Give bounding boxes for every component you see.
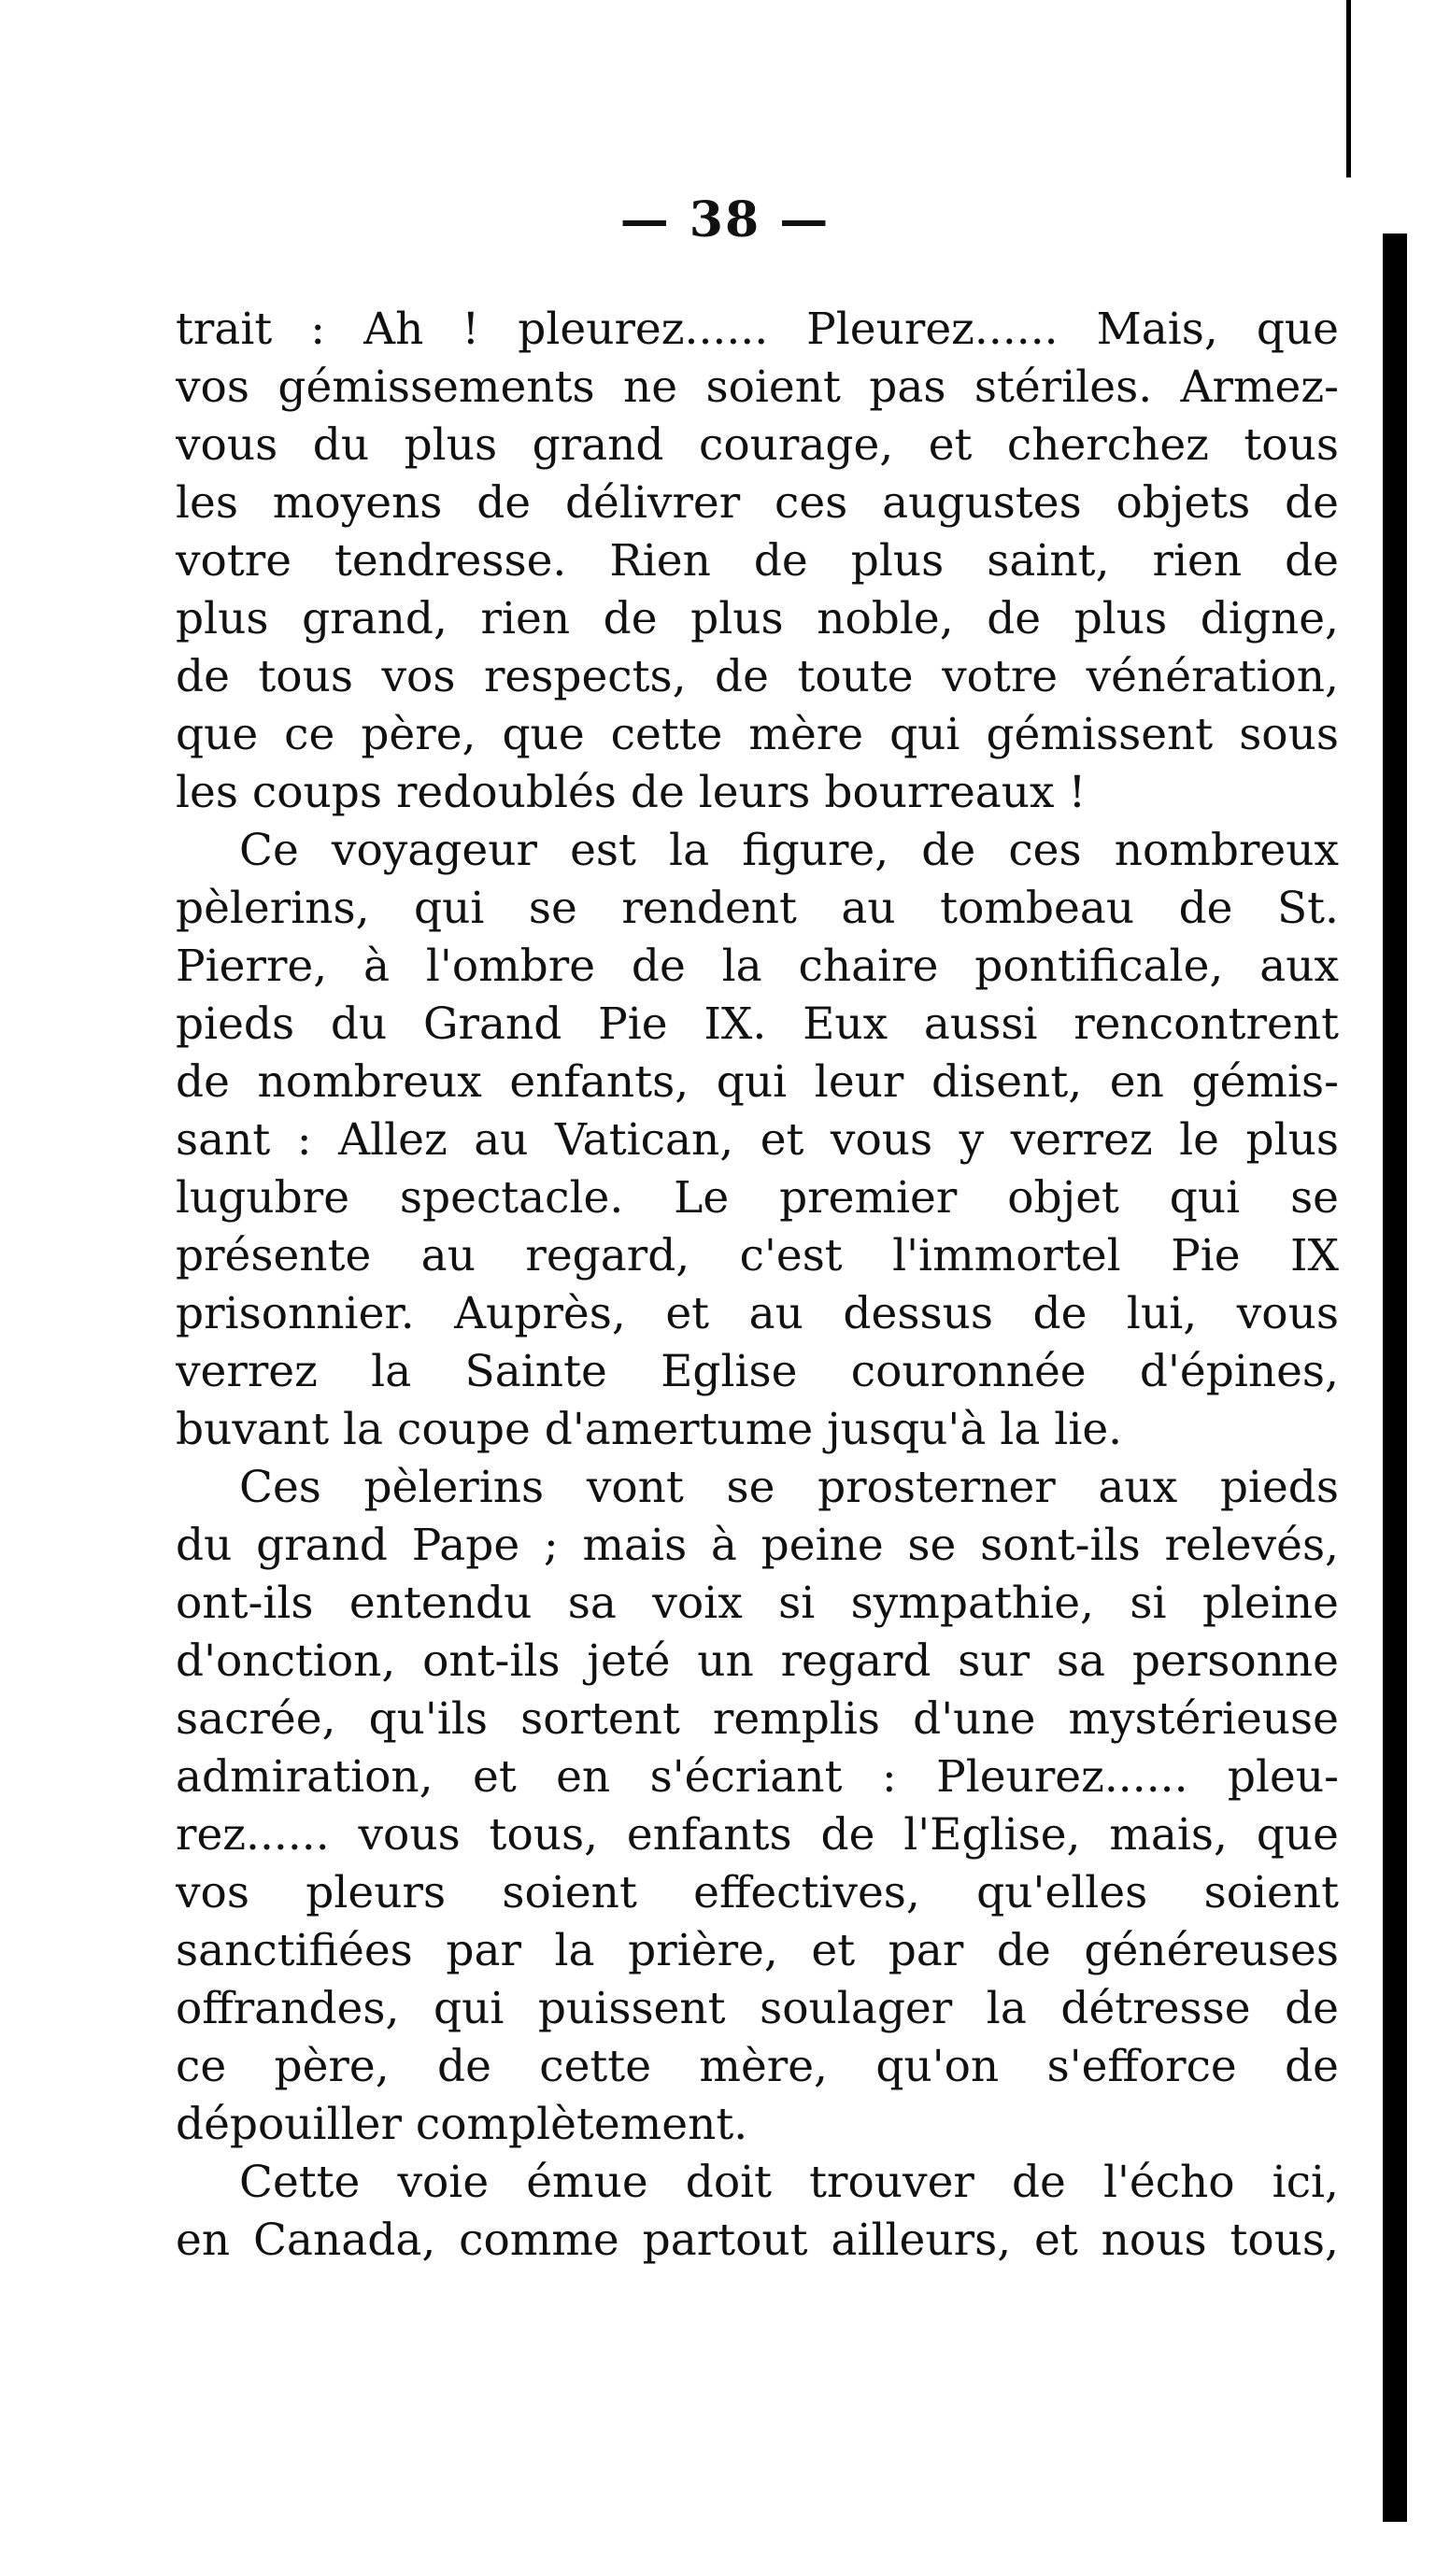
text-line: Cette voie émue doit trouver de l'écho ici, (239, 2157, 1339, 2208)
text-line: dépouiller complètement. (176, 2099, 748, 2150)
text-line: sanctifiées par la prière, et par de généreuses (176, 1925, 1339, 1976)
page-number: — 38 — (619, 191, 831, 248)
text-line: Ce voyageur est la figure, de ces nombreux (239, 825, 1339, 876)
text-line: pèlerins, qui se rendent au tombeau de St. (176, 883, 1339, 934)
text-line: les moyens de délivrer ces augustes objets de (176, 477, 1339, 529)
body-text (176, 301, 1339, 2270)
text-line: que ce père, que cette mère qui gémissent sous (176, 709, 1339, 760)
text-line: vous du plus grand courage, et cherchez tous (176, 419, 1339, 471)
page-edge-line-top (1346, 0, 1351, 177)
text-line: votre tendresse. Rien de plus saint, rien de (176, 535, 1339, 587)
text-line: admiration, et en s'écriant : Pleurez...... pleu- (176, 1751, 1339, 1803)
text-line: offrandes, qui puissent soulager la détresse de (176, 1983, 1339, 2034)
text-line: de tous vos respects, de toute votre vénération, (176, 651, 1339, 702)
text-line: vos gémissements ne soient pas stériles. Armez- (176, 361, 1339, 413)
text-line: vos pleurs soient effectives, qu'elles soient (176, 1867, 1339, 1918)
text-line: du grand Pape ; mais à peine se sont-ils relevés, (176, 1520, 1339, 1571)
text-line: sacrée, qu'ils sortent remplis d'une mystérieuse (176, 1693, 1339, 1745)
page-edge-shadow (1383, 234, 1407, 2522)
text-line: trait : Ah ! pleurez...... Pleurez...... Mais, que (176, 304, 1339, 355)
text-line: présente au regard, c'est l'immortel Pie IX (176, 1230, 1339, 1281)
text-line: Ces pèlerins vont se prosterner aux pieds (239, 1462, 1339, 1513)
text-line: les coups redoublés de leurs bourreaux ! (176, 767, 1087, 818)
text-line: prisonnier. Auprès, et au dessus de lui, vous (176, 1288, 1339, 1339)
text-line: rez...... vous tous, enfants de l'Eglise, mais, que (176, 1809, 1339, 1861)
text-line: ont-ils entendu sa voix si sympathie, si pleine (176, 1578, 1339, 1629)
text-line: plus grand, rien de plus noble, de plus digne, (176, 593, 1339, 644)
text-line: verrez la Sainte Eglise couronnée d'épines, (176, 1346, 1339, 1397)
text-line: Pierre, à l'ombre de la chaire pontificale, aux (176, 941, 1339, 992)
text-line: d'onction, ont-ils jeté un regard sur sa personne (176, 1635, 1339, 1687)
text-line: ce père, de cette mère, qu'on s'efforce de (176, 2041, 1339, 2092)
text-line: sant : Allez au Vatican, et vous y verrez le plus (176, 1114, 1339, 1166)
text-line: lugubre spectacle. Le premier objet qui se (176, 1172, 1339, 1224)
text-line: en Canada, comme partout ailleurs, et nous tous, (176, 2215, 1339, 2266)
text-line: de nombreux enfants, qui leur disent, en gémis- (176, 1056, 1339, 1108)
text-line: pieds du Grand Pie IX. Eux aussi rencontrent (176, 998, 1339, 1050)
text-line: buvant la coupe d'amertume jusqu'à la lie. (176, 1404, 1123, 1455)
